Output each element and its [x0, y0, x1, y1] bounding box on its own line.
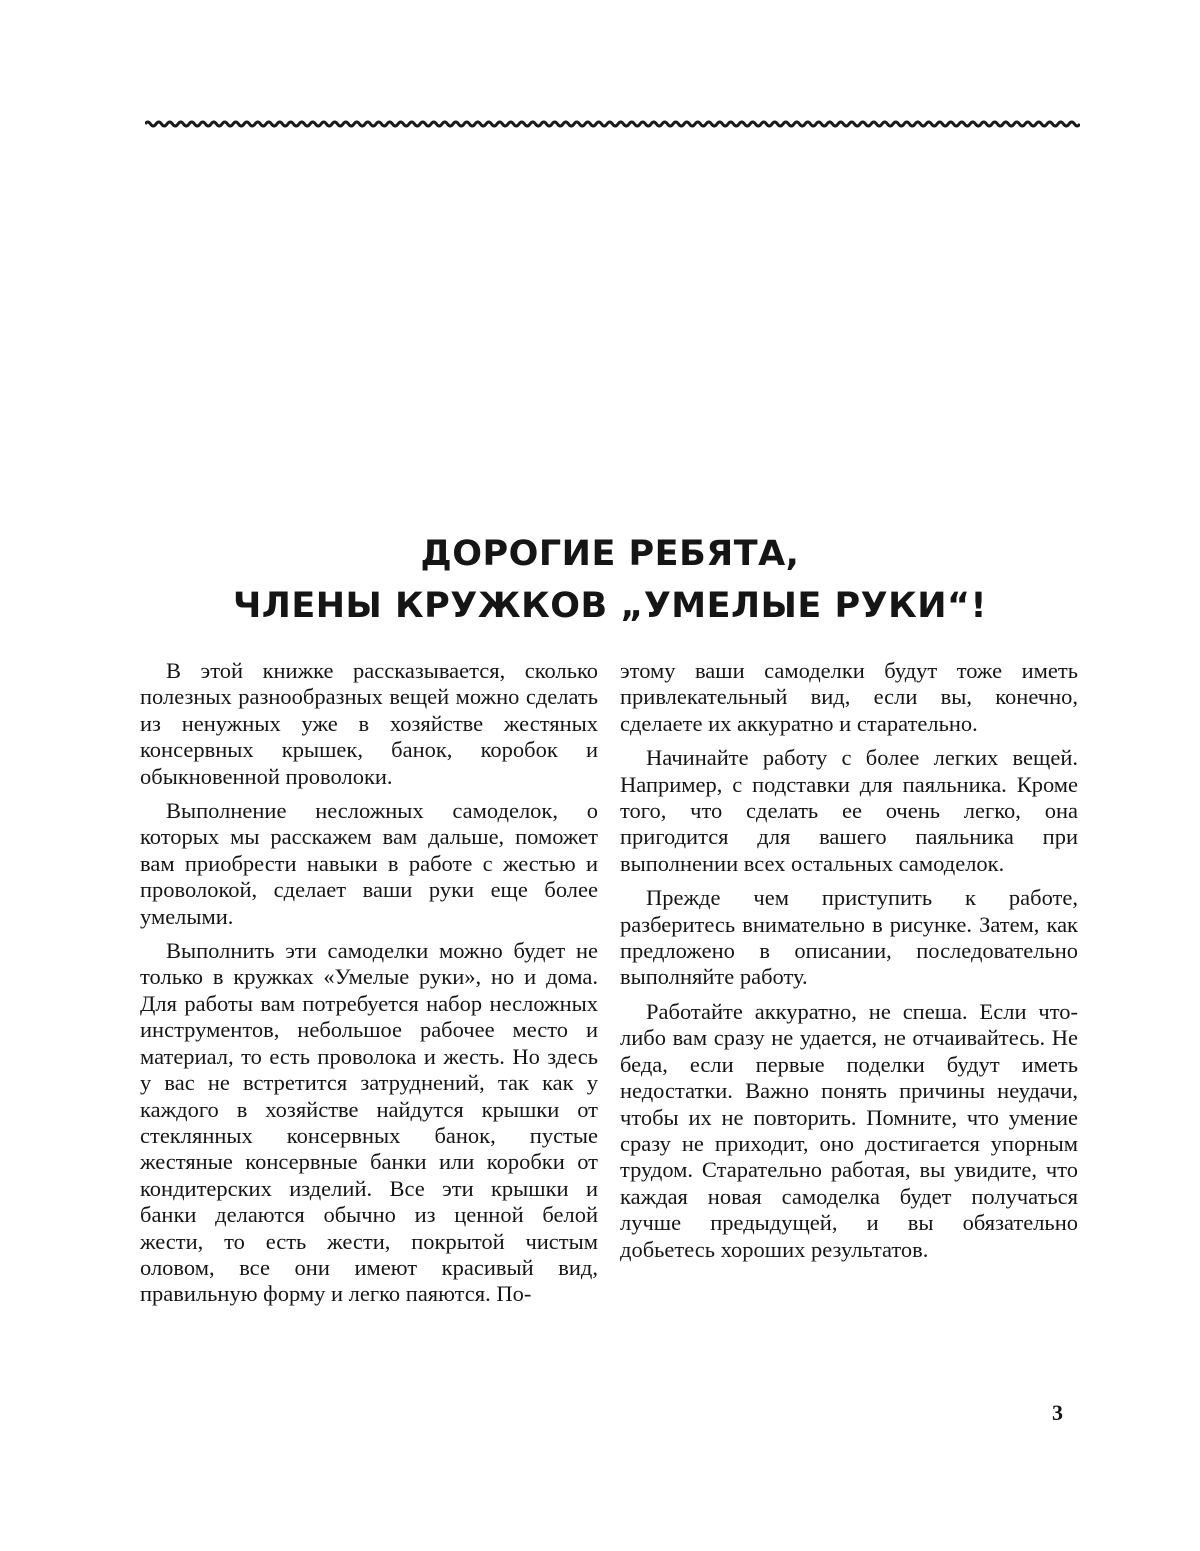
paragraph-continuation: этому ваши самоделки будут тоже иметь привлекательный вид, если вы, конечно, сделаете их аккуратно и старательно. [620, 658, 1078, 736]
paragraph: Работайте аккуратно, не спеша. Если что-либо вам сразу не удается, не отчаивайтесь. Не беда, если первые поделки будут иметь недостатки. Важно понять причины неудачи, чтобы их не повторить. Помните, что умение сразу не приходит, оно достигается упорным трудом. Старательно работая, вы увидите, что каждая новая самоделка будет получаться лучше предыдущей, и вы обязательно добьетесь хороших результатов. [620, 998, 1078, 1262]
paragraph: Прежде чем приступить к работе, разберитесь внимательно в рисунке. Затем, как предложено в описании, последовательно выполняйте работу. [620, 885, 1078, 990]
paragraph: В этой книжке рассказывается, сколько полезных разнообразных вещей можно сделать из ненужных уже в хозяйстве жестяных консервных крышек, банок, коробок и обыкновенной проволоки. [140, 658, 598, 789]
paragraph: Выполнить эти самоделки можно будет не только в кружках «Умелые руки», но и дома. Для работы вам потребуется набор несложных инструментов, небольшое рабочее место и материал, то есть проволока и жесть. Но здесь у вас не встретится затруднений, так как у каждого в хозяйстве найдутся крышки от стеклянных консервных банок, пустые жестяные консервные банки или коробки от кондитерских изделий. Все эти крышки и банки делаются обычно из ценной белой жести, то есть жести, покрытой чистым оловом, все они имеют красивый вид, правильную форму и легко паяются. По- [140, 938, 598, 1307]
paragraph: Начинайте работу с более легких вещей. Например, с подставки для паяльника. Кроме того, что сделать ее очень легко, она пригодится для вашего паяльника при выполнении всех остальных самоделок. [620, 745, 1078, 876]
wavy-ornament-divider [145, 116, 1080, 132]
right-text-column [620, 658, 1078, 1271]
page-number: 3 [1052, 1400, 1063, 1425]
left-text-column [140, 658, 598, 1316]
title-line-1: ДОРОГИЕ РЕБЯТА, [420, 534, 800, 574]
paragraph: Выполнение несложных самоделок, о которых мы расскажем вам дальше, поможет вам приобрести навыки в работе с жестью и проволокой, сделает ваши руки еще более умелыми. [140, 798, 598, 929]
title-line-2: ЧЛЕНЫ КРУЖКОВ „УМЕЛЫЕ РУКИ“! [233, 586, 987, 626]
page-title [140, 528, 1080, 632]
